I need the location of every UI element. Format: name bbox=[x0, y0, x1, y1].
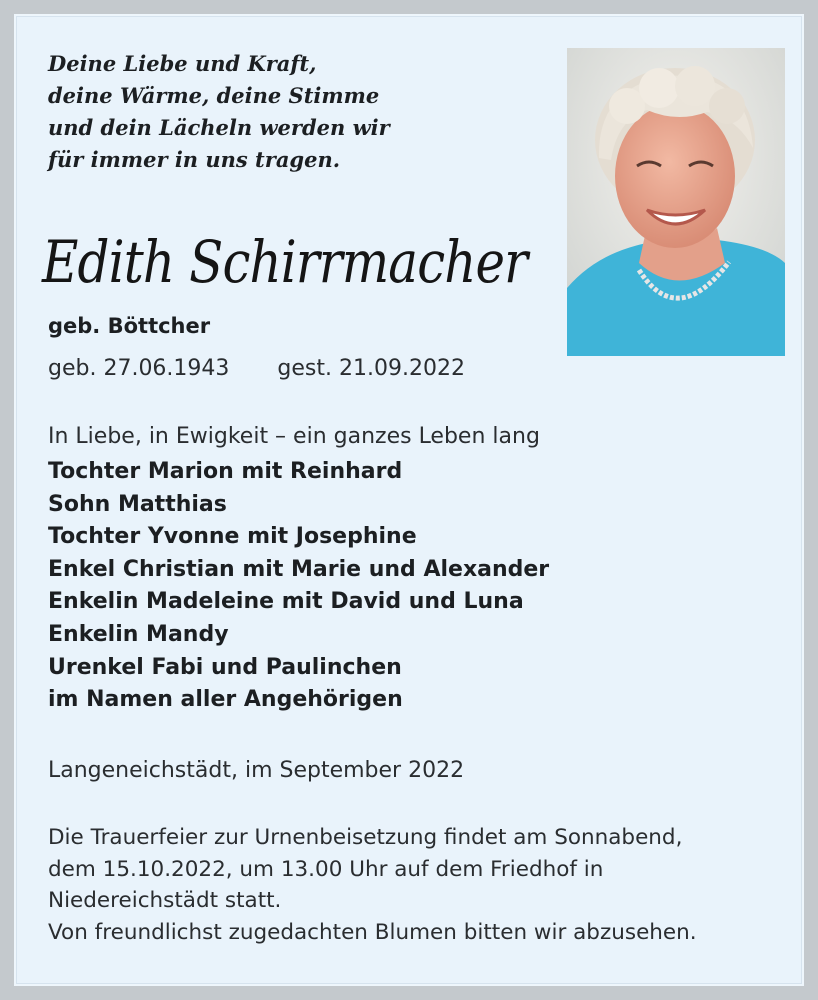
service-details: Die Trauerfeier zur Urnenbeisetzung findet am Sonnabend, dem 15.10.2022, um 13.00 Uhr auf dem Friedhof in Niedereichstädt statt. Von freundlichst zugedachten Blumen bitten wir abzusehen. bbox=[48, 825, 697, 945]
mourner-line: Sohn Matthias bbox=[48, 491, 227, 517]
portrait-photo bbox=[567, 48, 785, 356]
place-and-date: Langeneichstädt, im September 2022 bbox=[48, 758, 465, 783]
deceased-name: Edith Schirrmacher bbox=[42, 228, 528, 296]
mourner-line: im Namen aller Angehörigen bbox=[48, 687, 403, 713]
death-date: gest. 21.09.2022 bbox=[277, 356, 465, 381]
memorial-quote: Deine Liebe und Kraft, deine Wärme, deine Stimme und dein Lächeln werden wir für immer in uns tragen. bbox=[48, 51, 390, 172]
mourner-line: Enkel Christian mit Marie und Alexander bbox=[48, 556, 550, 582]
intro-line: In Liebe, in Ewigkeit – ein ganzes Leben lang bbox=[48, 424, 540, 449]
obituary-card bbox=[14, 14, 804, 986]
mourner-line: Tochter Yvonne mit Josephine bbox=[48, 524, 417, 550]
mourner-line: Urenkel Fabi und Paulinchen bbox=[48, 654, 402, 680]
mourners-list bbox=[48, 456, 549, 717]
birth-name: geb. Böttcher bbox=[48, 314, 211, 338]
mourner-line: Enkelin Madeleine mit David und Luna bbox=[48, 589, 524, 615]
portrait-illustration bbox=[567, 48, 785, 356]
mourner-line: Tochter Marion mit Reinhard bbox=[48, 459, 403, 484]
life-dates bbox=[48, 354, 465, 384]
mourner-line: Enkelin Mandy bbox=[48, 621, 229, 647]
birth-date: geb. 27.06.1943 bbox=[48, 356, 230, 381]
